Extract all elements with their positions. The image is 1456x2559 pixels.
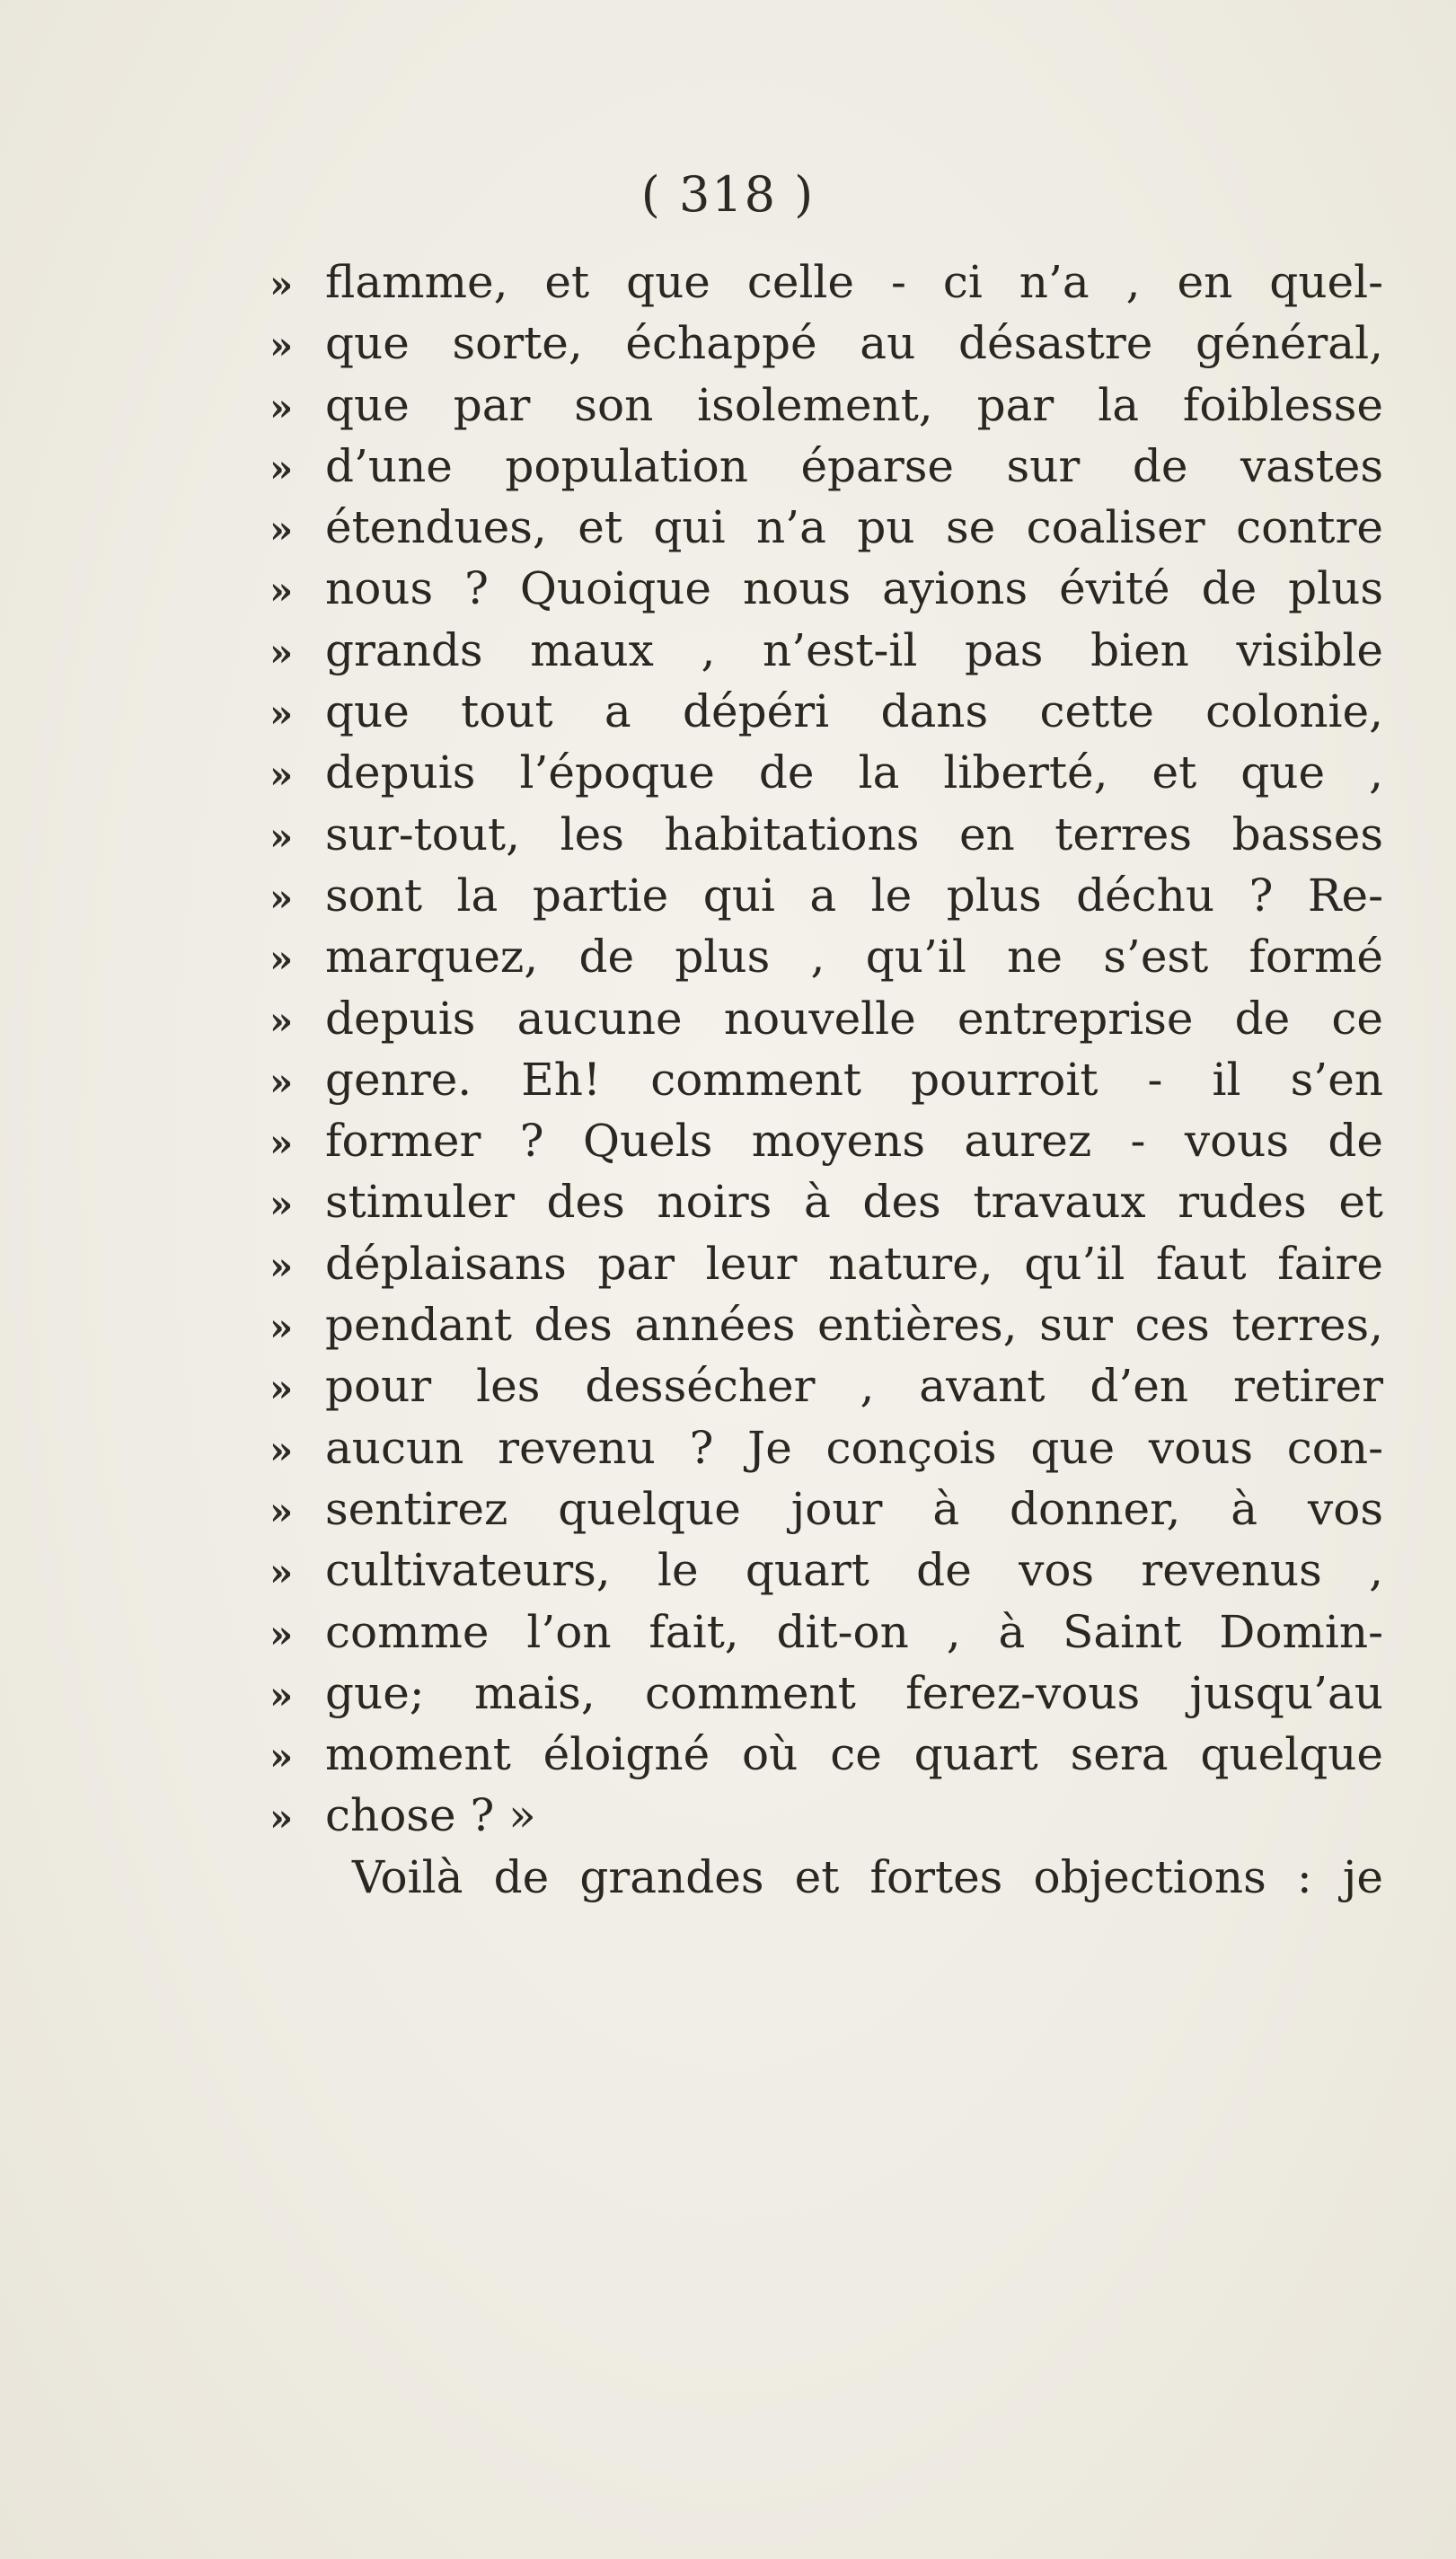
line-text: chose ? » (325, 1789, 536, 1842)
line-text: que sorte, échappé au désastre général, (325, 317, 1383, 370)
line-text: marquez, de plus , qu’il ne s’est formé (325, 931, 1383, 984)
line-text: flamme, et que celle - ci n’a , en quel- (325, 256, 1383, 308)
line-text: gue; mais, comment ferez-vous jusqu’au (325, 1666, 1383, 1719)
text-line (269, 497, 1383, 558)
text-line (269, 1417, 1383, 1478)
line-text: étendues, et qui n’a pu se coaliser contre (325, 501, 1383, 554)
text-line (269, 251, 1383, 313)
text-line (269, 1294, 1383, 1355)
line-text: comme l’on fait, dit-on , à Saint Domin- (325, 1605, 1383, 1658)
quote-mark: » (269, 998, 294, 1043)
quote-mark: » (269, 262, 294, 306)
text-line (269, 742, 1383, 803)
quote-mark: » (269, 1182, 294, 1227)
line-text: déplaisans par leur nature, qu’il faut faire (325, 1237, 1383, 1290)
text-line (269, 1785, 1383, 1846)
line-text: pendant des années entières, sur ces terres, (325, 1299, 1383, 1352)
quote-mark: » (269, 1305, 294, 1350)
quote-mark: » (269, 814, 294, 859)
quote-mark: » (269, 1243, 294, 1288)
quote-mark: » (269, 1059, 294, 1104)
text-line (269, 804, 1383, 865)
line-text: aucun revenu ? Je conçois que vous con- (325, 1421, 1383, 1474)
quote-mark: » (269, 569, 294, 613)
line-text: Voilà de grandes et fortes objections : je (352, 1850, 1383, 1903)
line-text: sont la partie qui a le plus déchu ? Re- (325, 869, 1383, 922)
line-text: pour les dessécher , avant d’en retirer (325, 1360, 1383, 1413)
text-line (269, 988, 1383, 1049)
quote-mark: » (269, 1488, 294, 1533)
text-line (269, 1110, 1383, 1171)
line-text: former ? Quels moyens aurez - vous de (325, 1115, 1383, 1168)
quote-mark: » (269, 507, 294, 552)
line-text: depuis aucune nouvelle entreprise de ce (325, 992, 1383, 1045)
text-line (269, 1355, 1383, 1416)
quote-mark: » (269, 630, 294, 675)
quote-mark: » (269, 1550, 294, 1595)
text-line (269, 558, 1383, 619)
line-text: grands maux , n’est-il pas bien visible (325, 623, 1383, 676)
text-line (269, 436, 1383, 497)
quote-mark: » (269, 384, 294, 429)
paragraph-start-line (269, 1847, 1383, 1908)
text-line (269, 681, 1383, 742)
text-line (269, 1049, 1383, 1110)
line-text: depuis l’époque de la liberté, et que , (325, 746, 1383, 799)
quote-mark: » (269, 323, 294, 368)
line-text: moment éloigné où ce quart sera quelque (325, 1728, 1383, 1781)
line-text: cultivateurs, le quart de vos revenus , (325, 1544, 1383, 1597)
line-text: sentirez quelque jour à donner, à vos (325, 1482, 1383, 1535)
text-line (269, 1171, 1383, 1232)
text-line (269, 1663, 1383, 1724)
quote-mark: » (269, 753, 294, 798)
quote-mark: » (269, 1796, 294, 1840)
quote-mark: » (269, 875, 294, 920)
line-text: que tout a dépéri dans cette colonie, (325, 685, 1383, 738)
text-line (269, 620, 1383, 681)
text-line (269, 313, 1383, 374)
page-number: ( 318 ) (640, 166, 816, 223)
line-text: d’une population éparse sur de vastes (325, 439, 1383, 492)
text-line (269, 865, 1383, 926)
quote-mark: » (269, 1366, 294, 1411)
quote-mark: » (269, 1734, 294, 1779)
text-line (269, 1724, 1383, 1785)
quote-mark: » (269, 1427, 294, 1472)
quote-mark: » (269, 446, 294, 490)
line-text: nous ? Quoique nous ayions évité de plus (325, 562, 1383, 615)
quote-mark: » (269, 1672, 294, 1717)
text-line (269, 1540, 1383, 1601)
text-line (269, 1233, 1383, 1294)
quote-mark: » (269, 1121, 294, 1166)
text-line (269, 375, 1383, 436)
quote-mark: » (269, 1611, 294, 1656)
quote-mark: » (269, 692, 294, 737)
line-text: stimuler des noirs à des travaux rudes et (325, 1176, 1383, 1229)
text-line (269, 926, 1383, 987)
body-text (269, 251, 1383, 1908)
text-line (269, 1602, 1383, 1663)
line-text: que par son isolement, par la foiblesse (325, 378, 1383, 431)
quote-mark: » (269, 937, 294, 982)
line-text: sur-tout, les habitations en terres basses (325, 807, 1383, 860)
line-text: genre. Eh! comment pourroit - il s’en (325, 1053, 1383, 1106)
text-line (269, 1478, 1383, 1540)
